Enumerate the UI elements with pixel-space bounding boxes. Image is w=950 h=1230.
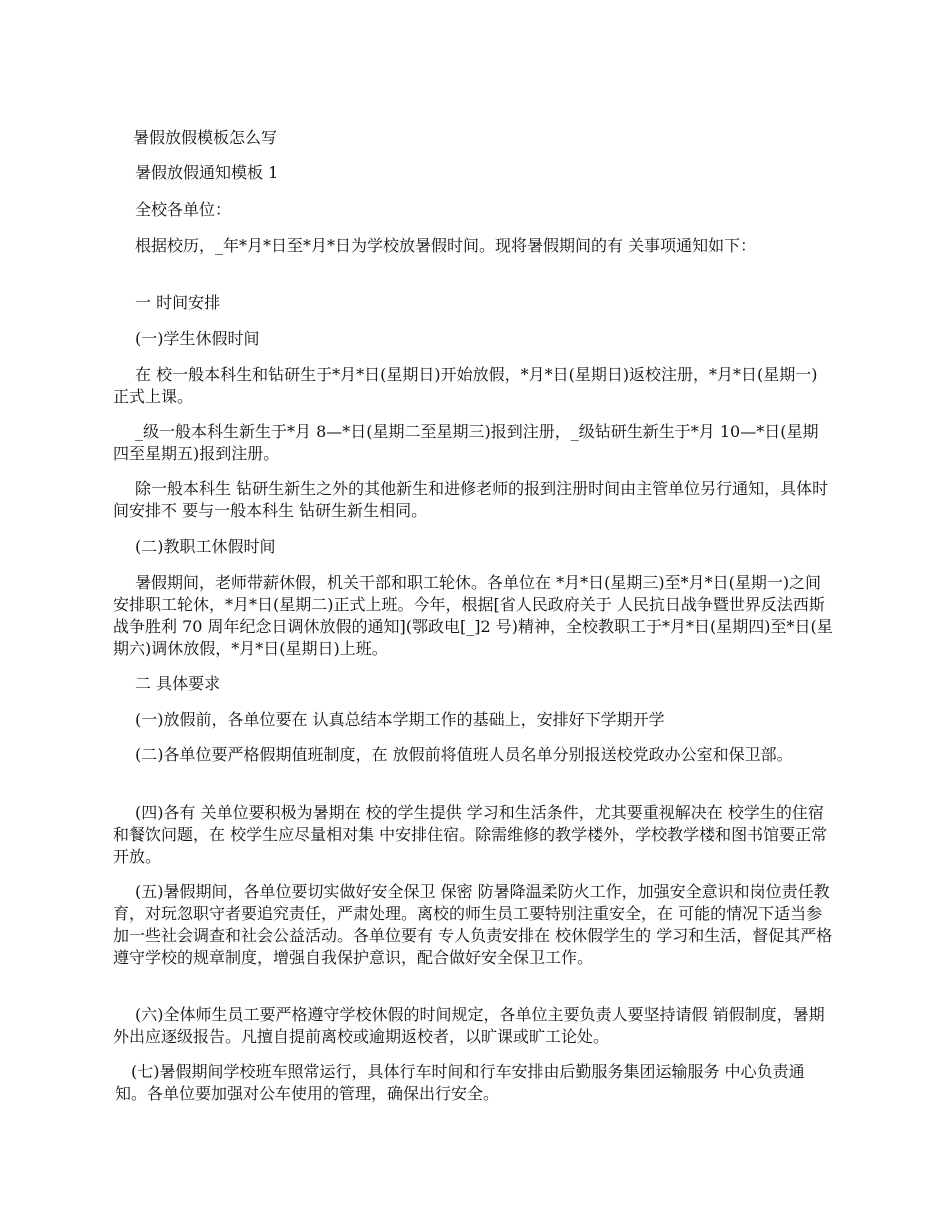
body-paragraph: (四)各有 关单位要积极为暑期在 校的学生提供 学习和生活条件，尤其要重视解决在 校学生的住宿和餐饮问题，在 校学生应尽量相对集 中安排住宿。除需维修的教学楼外，学校教学楼和图书馆要正常开放。 — [113, 803, 828, 866]
subsection-heading: (二)教职工休假时间 — [135, 537, 276, 556]
body-paragraph: (七)暑假期间学校班车照常运行，具体行车时间和行车安排由后勤服务集团运输服务 中心负责通知。各单位要加强对公车使用的管理，确保出行安全。 — [115, 1062, 805, 1103]
document-title: 暑假放假模板怎么写 — [133, 128, 278, 147]
body-paragraph: 根据校历，_年*月*日至*月*日为学校放暑假时间。现将暑假期间的有 关事项通知如下： — [135, 236, 757, 255]
body-paragraph: _级一般本科生新生于*月 8—*日(星期二至星期三)报到注册，_级钻研生新生于*月 10—*日(星期四至星期五)报到注册。 — [113, 422, 819, 463]
body-paragraph: (二)各单位要严格假期值班制度，在 放假前将值班人员名单分别报送校党政办公室和保卫部。 — [135, 745, 793, 764]
salutation: 全校各单位： — [135, 200, 232, 219]
body-paragraph: (五)暑假期间，各单位要切实做好安全保卫 保密 防暑降温柔防火工作，加强安全意识和岗位责任教育，对玩忽职守者要追究责任，严肃处理。离校的师生员工要特别注重安全，在 可能的情况下适当参加一些社会调查和社会公益活动。各单位要有 专人负责安排在 校休假学生的 学习和生活，督促其严格遵守学校的规章制度，增强自我保护意识，配合做好安全保卫工作。 — [113, 882, 833, 967]
body-paragraph: (一)放假前，各单位要在 认真总结本学期工作的基础上，安排好下学期开学 — [135, 710, 665, 729]
body-paragraph: 在 校一般本科生和钻研生于*月*日(星期日)开始放假，*月*日(星期日)返校注册，*月*日(星期一)正式上课。 — [113, 365, 818, 406]
section-heading: 一 时间安排 — [135, 293, 221, 312]
subsection-heading: (一)学生休假时间 — [135, 329, 260, 348]
body-paragraph: 除一般本科生 钻研生新生之外的其他新生和进修老师的报到注册时间由主管单位另行通知，具体时间安排不 要与一般本科生 钻研生新生相同。 — [113, 479, 829, 520]
section-heading: 二 具体要求 — [135, 674, 221, 693]
body-paragraph: 暑假期间，老师带薪休假，机关干部和职工轮休。各单位在 *月*日(星期三)至*月*日(星期一)之间安排职工轮休，*月*日(星期二)正式上班。今年，根据[省人民政府关于 人民抗日战争暨世界反法西斯战争胜利 70 周年纪念日调休放假的通知](鄂政电[_]2 号)精神，全校教职工于*月*日(星期四)至*日(星期六)调休放假，*月*日(星期日)上班。 — [113, 573, 833, 658]
notice-heading: 暑假放假通知模板 1 — [135, 163, 279, 182]
body-paragraph: (六)全体师生员工要严格遵守学校休假的时间规定，各单位主要负责人要坚持请假 销假制度，暑期外出应逐级报告。凡擅自提前离校或逾期返校者，以旷课或旷工论处。 — [113, 1005, 825, 1046]
